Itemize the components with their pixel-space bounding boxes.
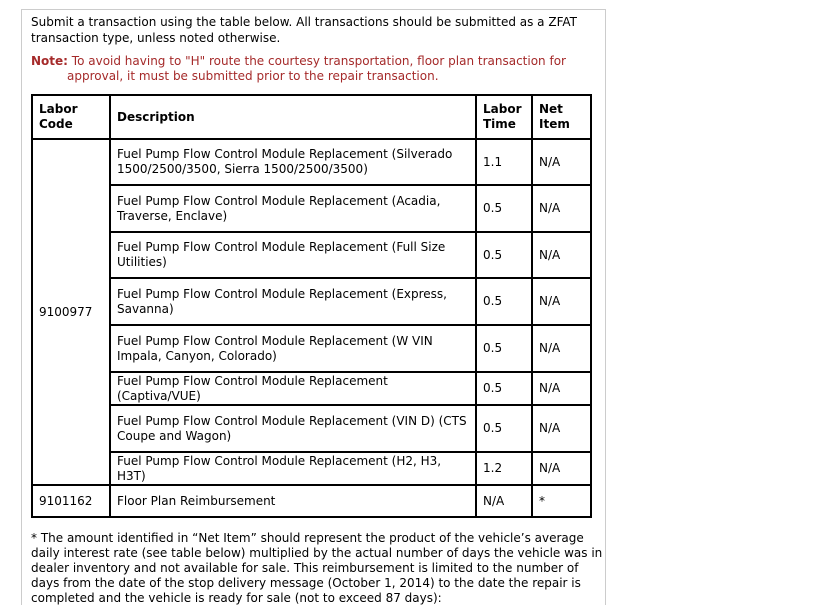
header-labor-time: Labor Time (476, 95, 532, 139)
labor-time-cell: 1.2 (476, 452, 532, 485)
description-cell: Fuel Pump Flow Control Module Replacement (Acadia, Traverse, Enclave) (110, 185, 476, 232)
note-continuation: approval, it must be submitted prior to the repair transaction. (67, 69, 439, 83)
description-cell: Fuel Pump Flow Control Module Replacement (VIN D) (CTS Coupe and Wagon) (110, 405, 476, 452)
labor-time-cell: N/A (476, 485, 532, 517)
table-row (32, 278, 591, 325)
net-item-cell: * (532, 485, 591, 517)
table-row (32, 139, 591, 185)
net-item-cell: N/A (532, 405, 591, 452)
table-row (32, 452, 591, 485)
table-header-row (32, 95, 591, 139)
description-cell: Fuel Pump Flow Control Module Replacement (H2, H3, H3T) (110, 452, 476, 485)
table-row (32, 485, 591, 517)
net-item-cell: N/A (532, 278, 591, 325)
header-labor-code: Labor Code (32, 95, 110, 139)
description-cell: Fuel Pump Flow Control Module Replacement (Silverado 1500/2500/3500, Sierra 1500/2500/3500) (110, 139, 476, 185)
note-block (31, 54, 591, 84)
labor-table (31, 94, 592, 518)
labor-time-cell: 0.5 (476, 278, 532, 325)
net-item-cell: N/A (532, 139, 591, 185)
labor-code-cell: 9100977 (32, 139, 110, 485)
labor-time-cell: 1.1 (476, 139, 532, 185)
labor-time-cell: 0.5 (476, 405, 532, 452)
net-item-cell: N/A (532, 325, 591, 372)
table-row (32, 325, 591, 372)
header-description: Description (110, 95, 476, 139)
description-cell: Floor Plan Reimbursement (110, 485, 476, 517)
table-row (32, 185, 591, 232)
header-net-item: Net Item (532, 95, 591, 139)
net-item-cell: N/A (532, 372, 591, 405)
note-label: Note: (31, 54, 68, 68)
description-cell: Fuel Pump Flow Control Module Replacement (Captiva/VUE) (110, 372, 476, 405)
net-item-cell: N/A (532, 232, 591, 278)
note-text: To avoid having to "H" route the courtesy transportation, floor plan transaction for (71, 54, 566, 68)
labor-time-cell: 0.5 (476, 325, 532, 372)
intro-text: Submit a transaction using the table below. All transactions should be submitted as a ZFAT transaction type, unless noted otherwise. (31, 15, 577, 45)
table-row (32, 405, 591, 452)
labor-time-cell: 0.5 (476, 372, 532, 405)
net-item-cell: N/A (532, 185, 591, 232)
footnote-text: * The amount identified in “Net Item” should represent the product of the vehicle’s average daily interest rate (see table below) multiplied by the actual number of days the vehicle was in dealer inventory and not available for sale. This reimbursement is limited to the number of days from the date of the stop delivery message (October 1, 2014) to the date the repair is completed and the vehicle is ready for sale (not to exceed 87 days): (31, 531, 603, 605)
table-row (32, 232, 591, 278)
labor-time-cell: 0.5 (476, 232, 532, 278)
labor-time-cell: 0.5 (476, 185, 532, 232)
description-cell: Fuel Pump Flow Control Module Replacement (Express, Savanna) (110, 278, 476, 325)
net-item-cell: N/A (532, 452, 591, 485)
description-cell: Fuel Pump Flow Control Module Replacement (Full Size Utilities) (110, 232, 476, 278)
labor-code-cell: 9101162 (32, 485, 110, 517)
table-row (32, 372, 591, 405)
description-cell: Fuel Pump Flow Control Module Replacement (W VIN Impala, Canyon, Colorado) (110, 325, 476, 372)
